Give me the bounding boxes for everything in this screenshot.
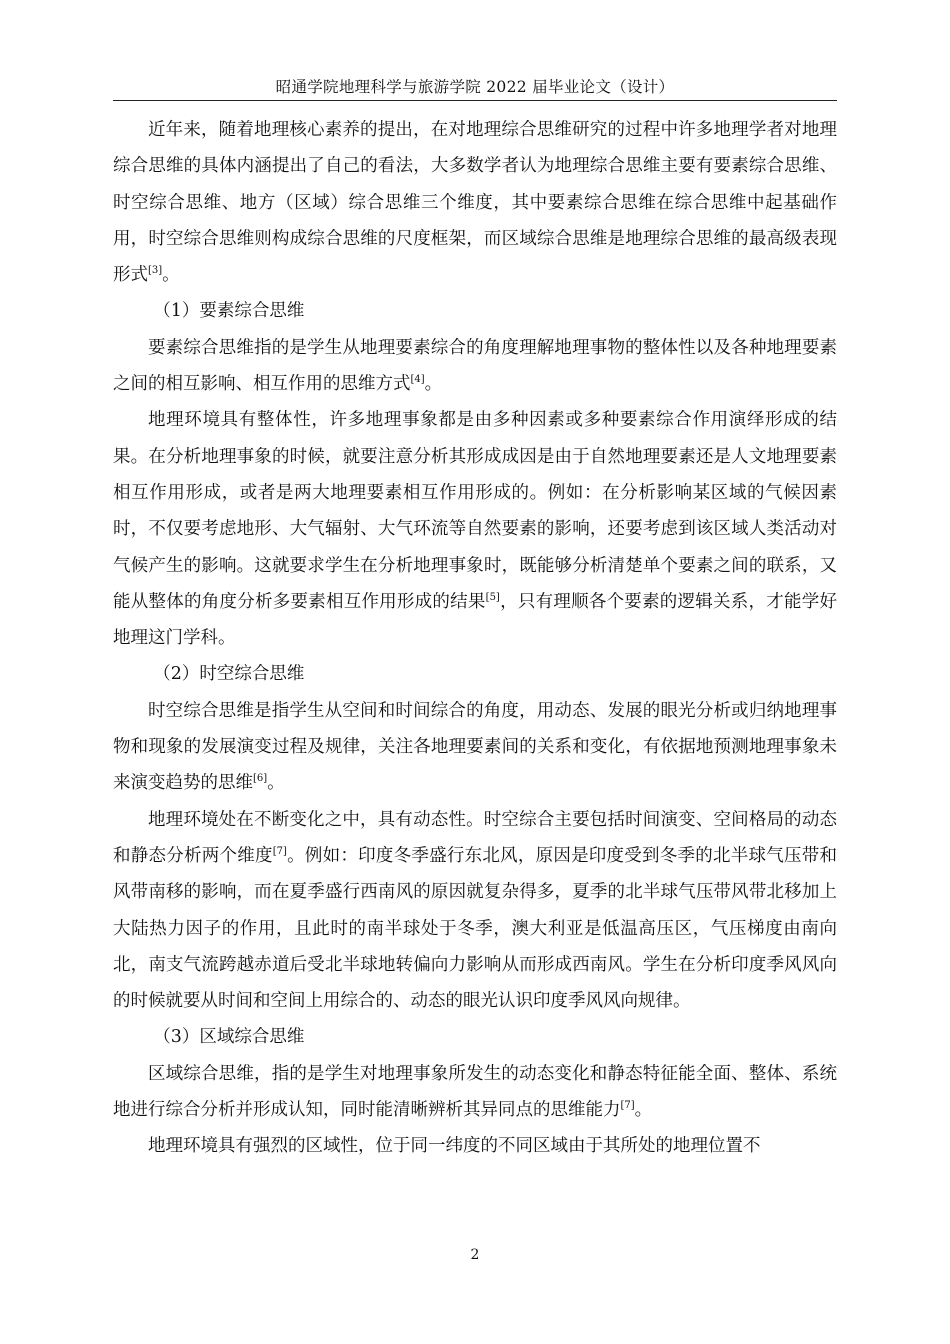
citation-ref: [7] [620,1100,635,1112]
header-rule [113,100,837,101]
citation-ref: [5] [485,591,500,603]
subheading-region-thinking: （3）区域综合思维 [153,1027,305,1048]
citation-ref: [3] [148,265,163,277]
paragraph-region-continued: 地理环境具有强烈的区域性，位于同一纬度的不同区域由于其所处的地理位置不 [148,1136,761,1157]
subheading-spacetime-thinking: （2）时空综合思维 [153,664,305,685]
citation-ref: [4] [410,374,425,386]
paragraph-element-definition: 要素综合思维指的是学生从地理要素综合的角度理解地理事物的整体性以及各种地理要素之间的相互影响、相互作用的思维方式[4]。 [113,337,837,395]
running-header: 昭通学院地理科学与旅游学院 2022 届毕业论文（设计） [275,78,675,96]
paragraph-region-definition: 区域综合思维，指的是学生对地理事象所发生的动态变化和静态特征能全面、整体、系统地进行综合分析并形成认知，同时能清晰辨析其异同点的思维能力[7]。 [113,1063,837,1121]
paragraph-element-example: 地理环境具有整体性，许多地理事象都是由多种因素或多种要素综合作用演绎形成的结果。在分析地理事象的时候，就要注意分析其形成成因是由于自然地理要素还是人文地理要素相互作用形成，或者是两大地理要素相互作用形成的。例如：在分析影响某区域的气候因素时，不仅要考虑地形、大气辐射、大气环流等自然要素的影响，还要考虑到该区域人类活动对气候产生的影响。这就要求学生在分析地理事象时，既能够分析清楚单个要素之间的联系，又能从整体的角度分析多要素相互作用形成的结果[5]，只有理顺各个要素的逻辑关系，才能学好地理这门学科。 [113,410,838,649]
paragraph-spacetime-example: 地理环境处在不断变化之中，具有动态性。时空综合主要包括时间演变、空间格局的动态和静态分析两个维度[7]。例如：印度冬季盛行东北风，原因是印度受到冬季的北半球气压带和风带南移的影响，而在夏季盛行西南风的原因就复杂得多，夏季的北半球气压带风带北移加上大陆热力因子的作用，且此时的南半球处于冬季，澳大利亚是低温高压区，气压梯度由南向北，南支气流跨越赤道后受北半球地转偏向力影响从而形成西南风。学生在分析印度季风风向的时候就要从时间和空间上用综合的、动态的眼光认识印度季风风向规律。 [113,809,838,1012]
paragraph-intro: 近年来，随着地理核心素养的提出，在对地理综合思维研究的过程中许多地理学者对地理综合思维的具体内涵提出了自己的看法，大多数学者认为地理综合思维主要有要素综合思维、时空综合思维、地方（区域）综合思维三个维度，其中要素综合思维在综合思维中起基础作用，时空综合思维则构成综合思维的尺度框架，而区域综合思维是地理综合思维的最高级表现形式[3]。 [113,120,837,286]
citation-ref: [7] [272,845,287,857]
subheading-element-thinking: （1）要素综合思维 [153,301,305,322]
page-number: 2 [470,1247,480,1263]
body-text [113,112,837,1165]
paragraph-spacetime-definition: 时空综合思维是指学生从空间和时间综合的角度，用动态、发展的眼光分析或归纳地理事物和现象的发展演变过程及规律，关注各地理要素间的关系和变化，有依据地预测地理事象未来演变趋势的思维[6]。 [113,700,837,794]
citation-ref: [6] [253,773,268,785]
